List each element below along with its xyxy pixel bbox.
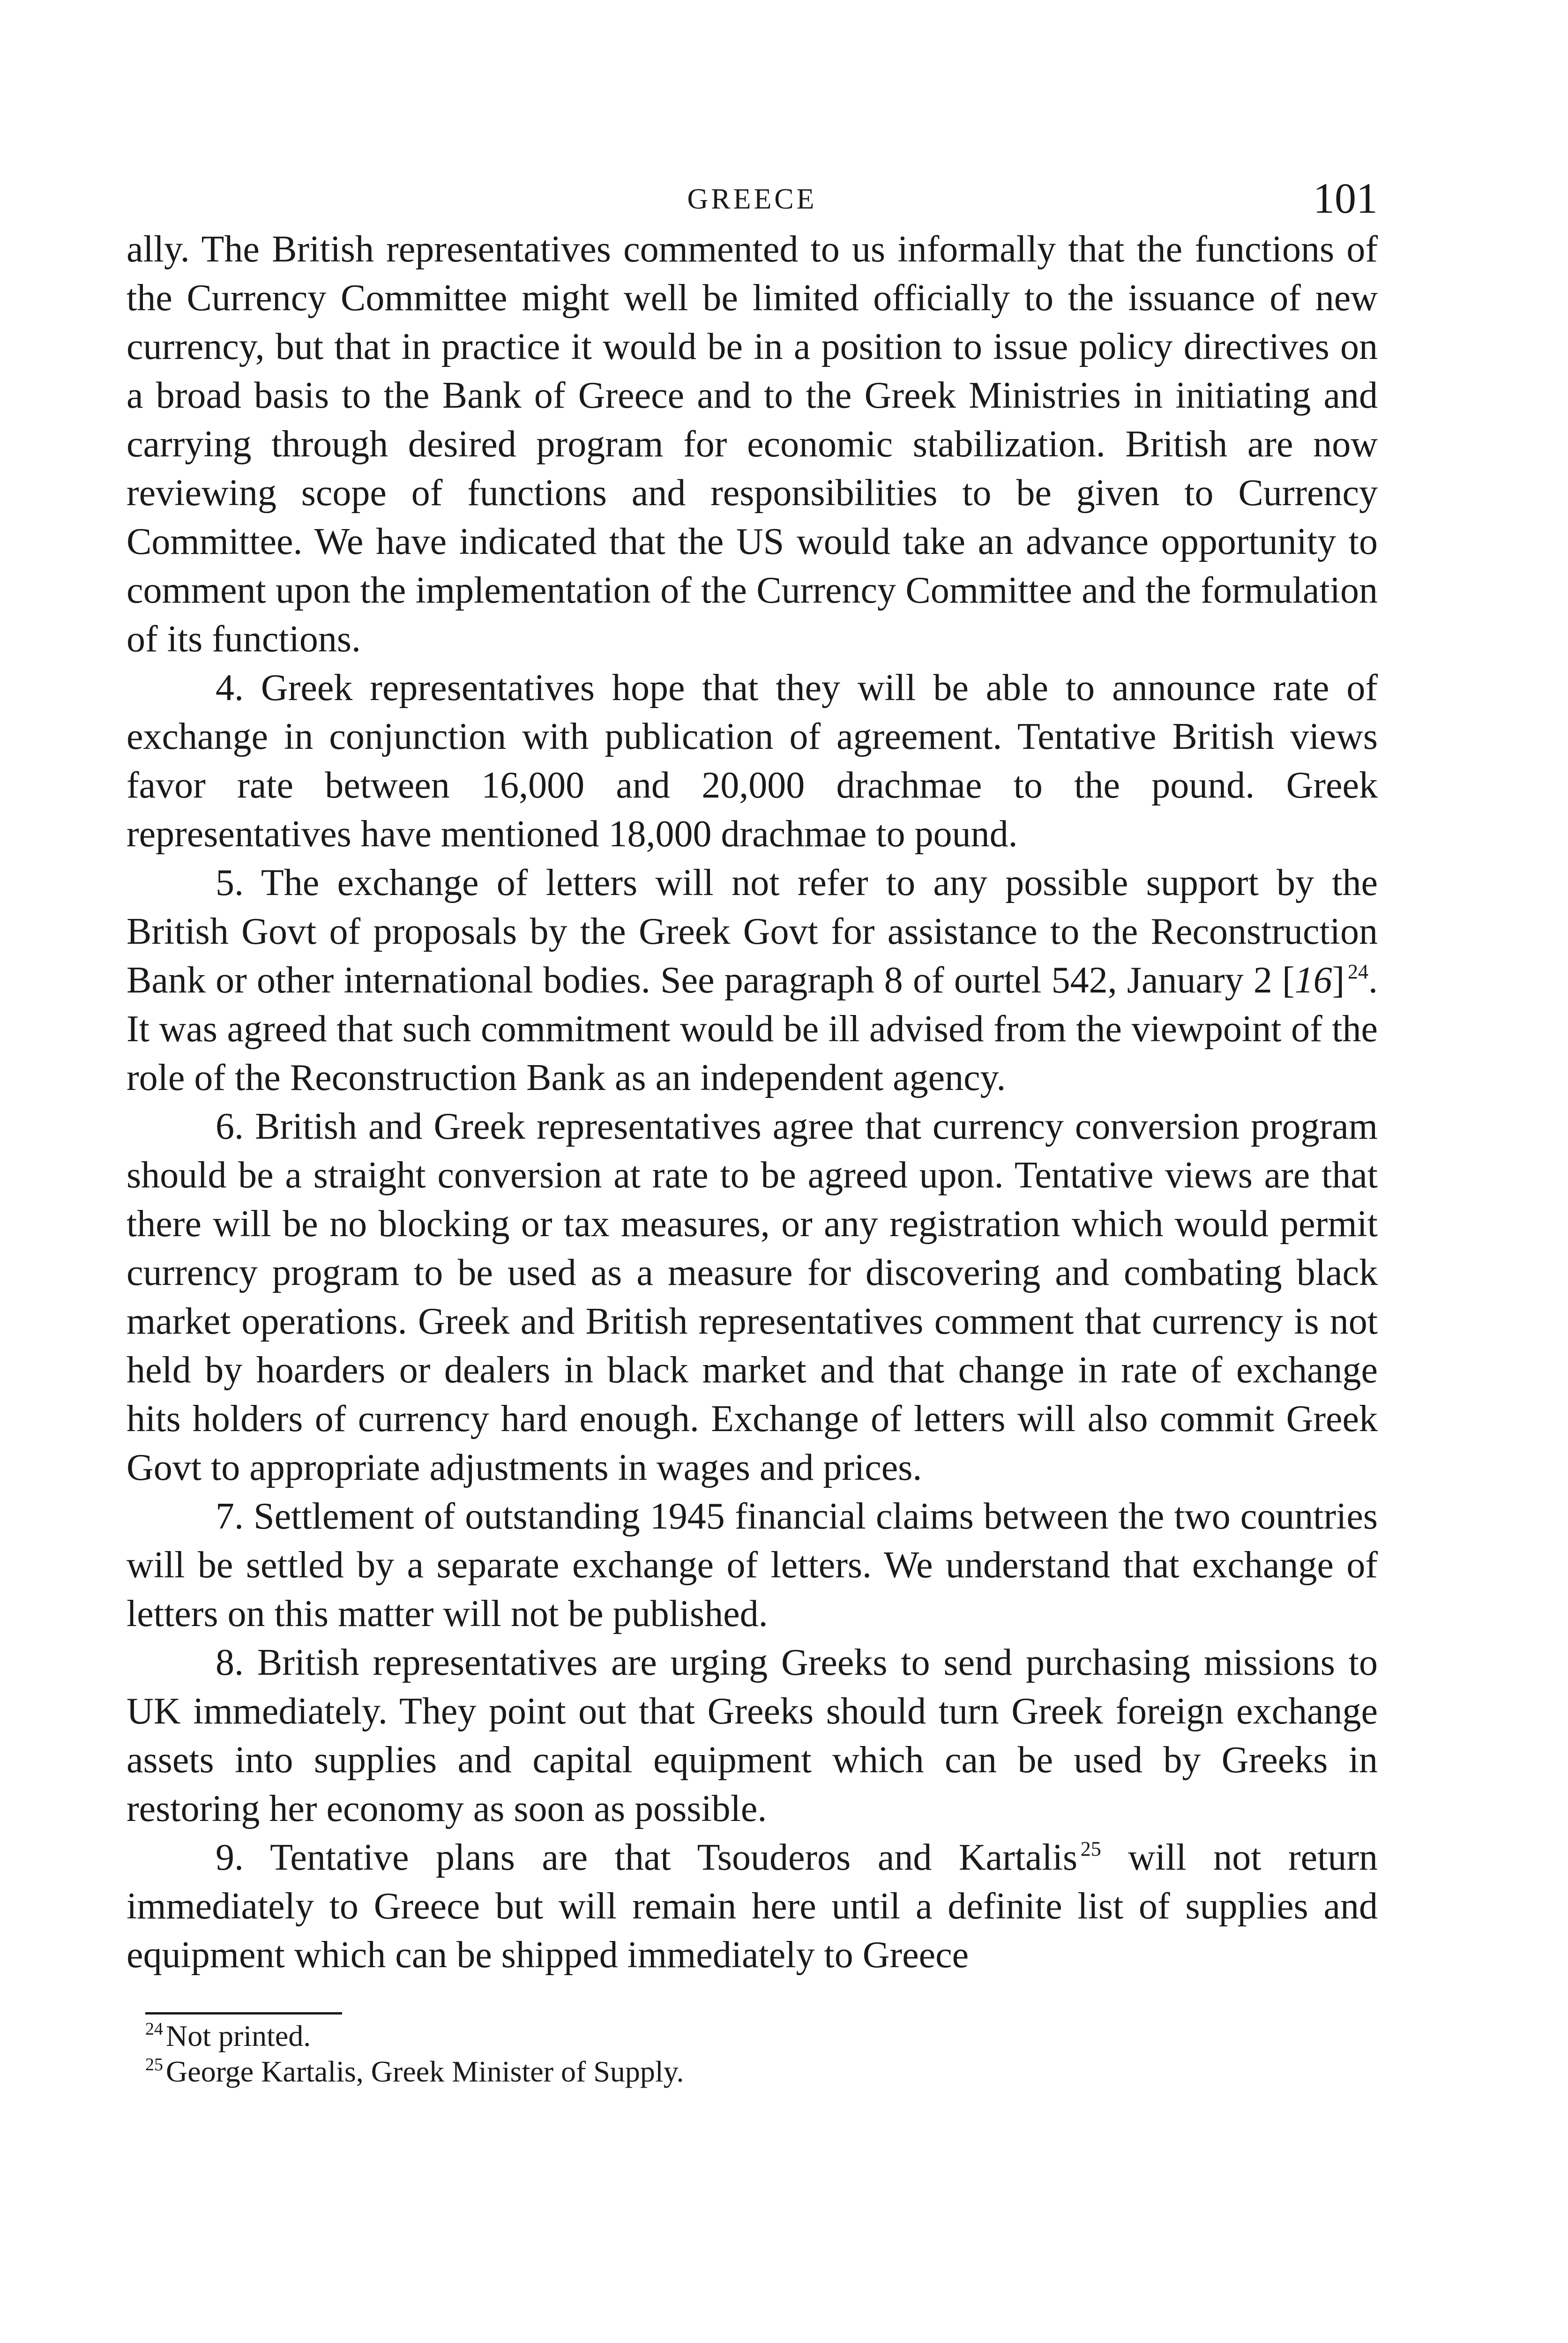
page-number: 101 [1313,174,1378,222]
paragraph-9-text: 9. Tentative plans are that Tsouderos and Kartalis [216,1837,1078,1878]
paragraph-5-text: 5. The exchange of letters will not refer to any possible support by the British Govt of proposals by the Greek Govt for assistance to the Reconstruction Bank or other international bodies. See paragraph 8 of ourtel 542, January 2 [ [127,862,1378,1001]
paragraph-7: 7. Settlement of outstanding 1945 financial claims between the two countries will be settled by a separate exchange of letters. We understand that exchange of letters on this matter will not be published. [127,1496,1378,1634]
footnote-25 [145,2054,1378,2089]
paragraph-9-text-end: will not return immediately to Greece but will remain here until a definite list of supplies and equipment which can be shipped immediately to Greece [127,1837,1378,1976]
footnote-marker: 25 [145,2055,163,2074]
body-text [127,225,1378,1979]
document-page [127,173,1378,2089]
paragraph-4: 4. Greek representatives hope that they will be able to announce rate of exchange in conjunction with publication of agreement. Tentative British views favor rate between 16,000 and 20,000 drachmae to the pound. Greek representatives have mentioned 18,000 drachmae to pound. [127,667,1378,855]
footnote-marker: 24 [145,2019,163,2039]
document-reference: 16 [1294,960,1332,1001]
running-title: GREECE [687,183,817,215]
footnote-ref-25[interactable]: 25 [1080,1837,1101,1860]
footnote-text: George Kartalis, Greek Minister of Supply. [166,2055,684,2088]
paragraph-continued: ally. The British representatives commented to us informally that the functions of the Currency Committee might well be limited officially to the issuance of new currency, but that in practice it would be in a position to issue policy directives on a broad basis to the Bank of Greece and to the Greek Ministries in initiating and carrying through desired program for economic stabilization. British are now reviewing scope of functions and responsibilities to be given to Currency Committee. We have indicated that the US would take an advance opportunity to comment upon the implementation of the Currency Committee and the formulation of its functions. [127,229,1378,660]
footnotes [145,2018,1378,2089]
paragraph-5 [127,858,1378,1102]
paragraph-8: 8. British representatives are urging Greeks to send purchasing missions to UK immediately. They point out that Greeks should turn Greek foreign exchange assets into supplies and capital equipment which can be used by Greeks in restoring her economy as soon as possible. [127,1642,1378,1829]
footnote-text: Not printed. [166,2019,311,2052]
paragraph-9 [127,1833,1378,1979]
footnote-ref-24[interactable]: 24 [1348,960,1368,983]
paragraph-6: 6. British and Greek representatives agree that currency conversion program should be a straight conversion at rate to be agreed upon. Tentative views are that there will be no blocking or tax measures, or any registration which would permit currency program to be used as a measure for discovering and combating black market operations. Greek and British representatives comment that currency is not held by hoarders or dealers in black market and that change in rate of exchange hits holders of currency hard enough. Exchange of letters will also commit Greek Govt to appropriate adjustments in wages and prices. [127,1106,1378,1488]
footnote-divider [145,2012,342,2015]
paragraph-5-text-end: . It was agreed that such commitment would be ill advised from the viewpoint of the role of the Reconstruction Bank as an independent agency. [127,960,1378,1098]
bracket-close: ] [1332,960,1345,1001]
footnote-24 [145,2018,1378,2054]
running-head [127,173,1378,225]
